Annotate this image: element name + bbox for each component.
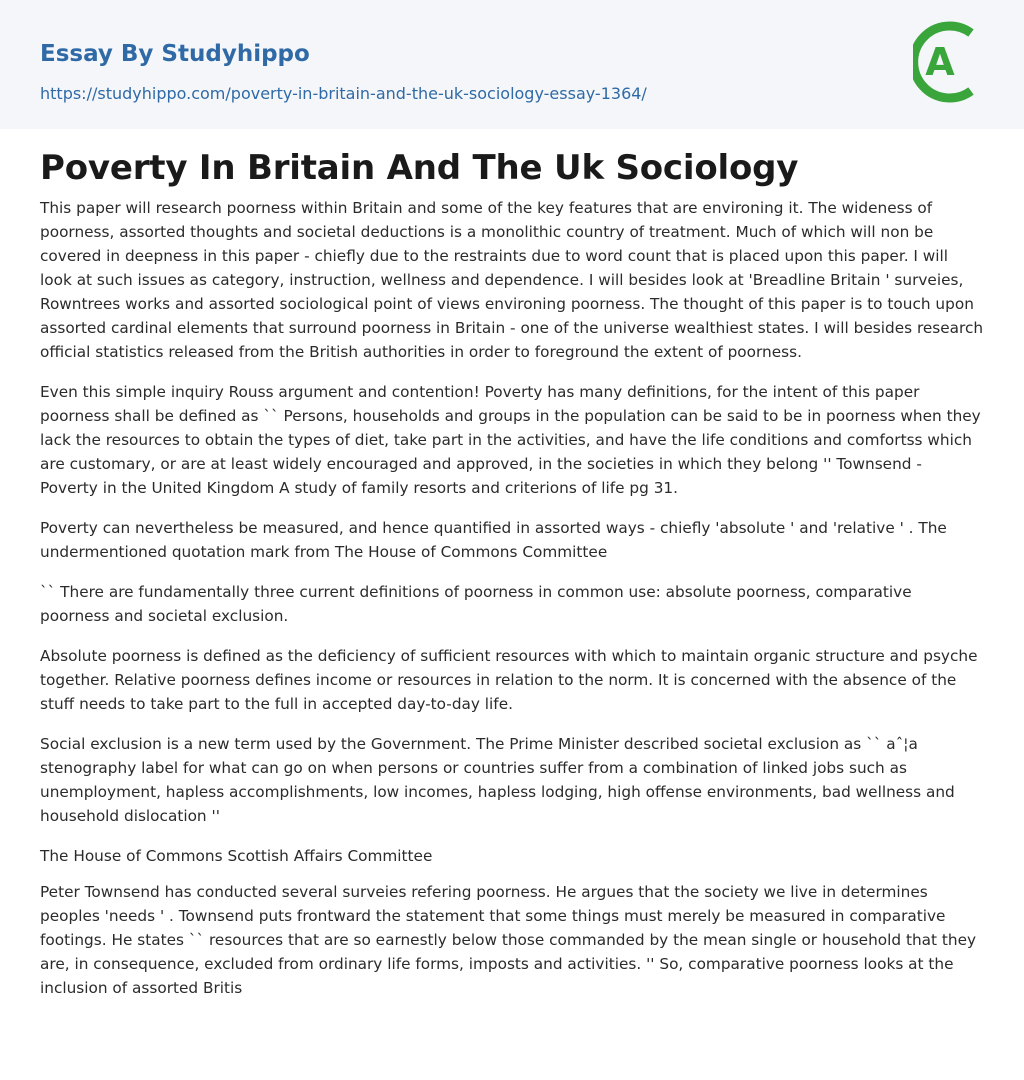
brand-title[interactable]: Essay By Studyhippo [40,41,310,67]
page-url-link[interactable]: https://studyhippo.com/poverty-in-britain-and-the-uk-sociology-essay-1364/ [40,84,647,103]
quote-paragraph: `` There are fundamentally three current definitions of poorness in common use: absolute poorness, comparative poorness and societal exclusion. [40,583,912,625]
article [0,146,1024,1000]
paragraph: This paper will research poorness within Britain and some of the key features that are environing it. The wideness of poorness, assorted thoughts and societal deductions is a monolithic country of treatment. Much of which will non be covered in deepness in this paper - chiefly due to the restraints due to word count that is placed upon this paper. I will look at such issues as category, instruction, wellness and dependence. I will besides look at 'Breadline Britain ' surveies, Rowntrees works and assorted sociological point of views environing poorness. The thought of this paper is to touch upon assorted cardinal elements that surround poorness in Britain - one of the universe wealthiest states. I will besides research official statistics released from the British authorities in order to foreground the extent of poorness. [40,199,984,361]
paragraph: Absolute poorness is defined as the deficiency of sufficient resources with which to maintain organic structure and psyche together. Relative poorness defines income or resources in relation to the norm. It is concerned with the absence of the stuff needs to take part to the full in accepted day-to-day life. [40,647,978,713]
studyhippo-logo-icon[interactable] [913,19,986,106]
source-attribution: The House of Commons Scottish Affairs Committee [40,847,433,865]
page-title: Poverty In Britain And The Uk Sociology [40,148,799,188]
logo-letter: A [925,40,955,84]
paragraph: Even this simple inquiry Rouss argument and contention! Poverty has many definitions, for the intent of this paper poorness shall be defined as `` Persons, households and groups in the population can be said to be in poorness when they lack the resources to obtain the types of diet, take part in the activities, and have the life conditions and comfortss which are customary, or are at least widely encouraged and approved, in the societies in which they belong '' Townsend - Poverty in the United Kingdom A study of family resorts and criterions of life pg 31. [40,383,981,497]
quote-paragraph: Social exclusion is a new term used by the Government. The Prime Minister described societal exclusion as `` aˆ¦a stenography label for what can go on when persons or countries suffer from a combination of linked jobs such as unemployment, hapless accomplishments, low incomes, hapless lodging, high offense environments, bad wellness and household dislocation '' [40,735,955,825]
paragraph: Poverty can nevertheless be measured, and hence quantified in assorted ways - chiefly 'absolute ' and 'relative ' . The undermentioned quotation mark from The House of Commons Committee [40,519,947,561]
site-header [0,0,1024,129]
paragraph: Peter Townsend has conducted several surveies refering poorness. He argues that the society we live in determines peoples 'needs ' . Townsend puts frontward the statement that some things must merely be measured in comparative footings. He states `` resources that are so earnestly below those commanded by the mean single or household that they are, in consequence, excluded from ordinary life forms, imposts and activities. '' So, comparative poorness looks at the inclusion of assorted Britis [40,883,977,997]
